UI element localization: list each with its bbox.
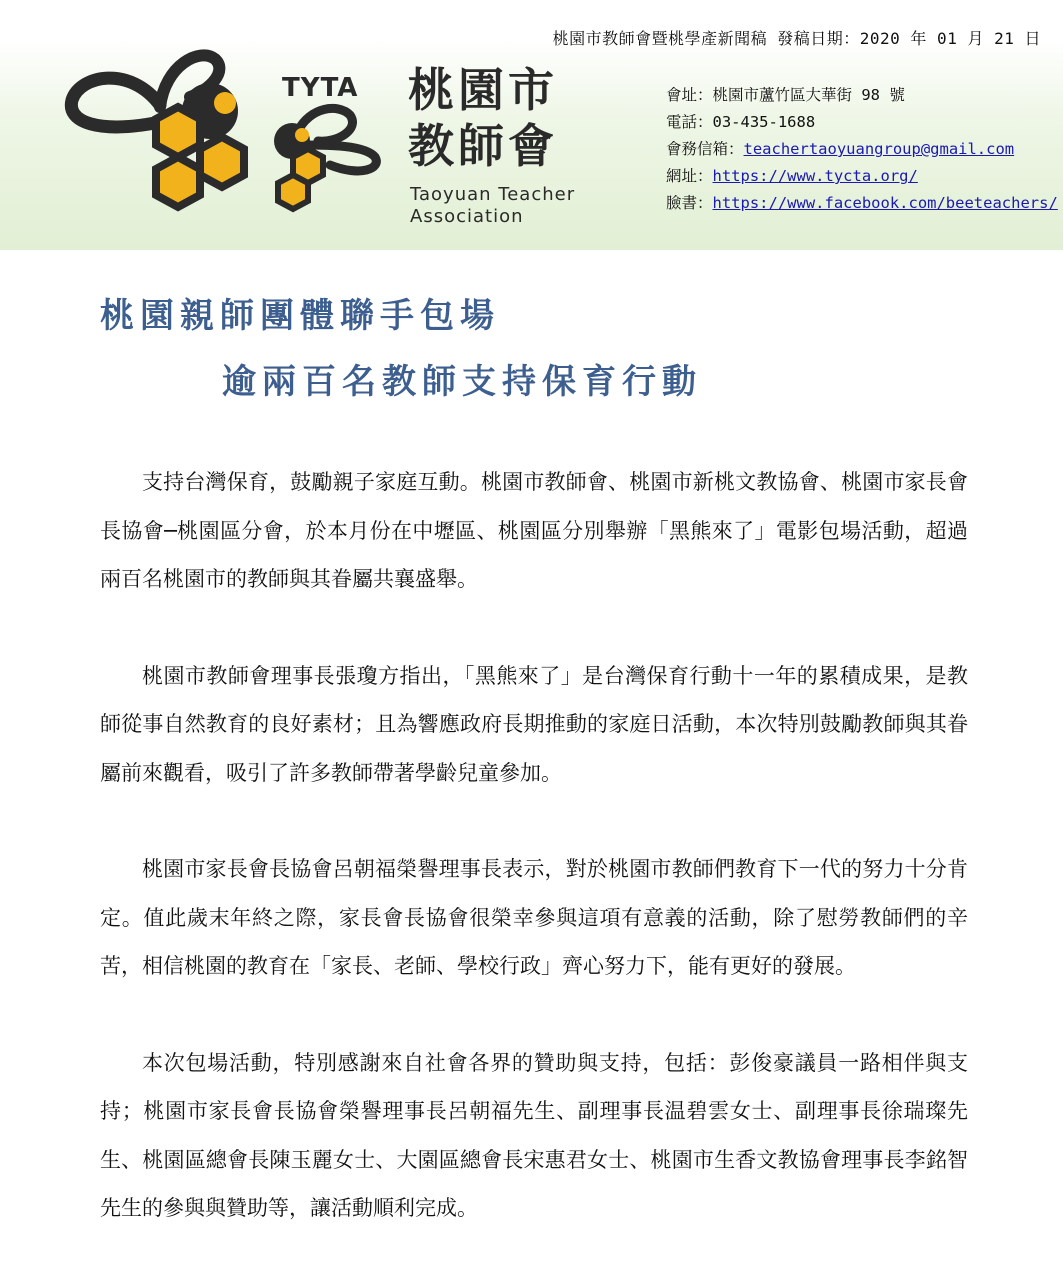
contact-address-label: 會址： [666, 86, 713, 104]
bee-logo [60, 45, 390, 225]
article-body [100, 458, 968, 1280]
org-name-zh [408, 62, 578, 174]
contact-address [666, 82, 1056, 109]
org-name-en [410, 184, 610, 228]
org-name-zh-line1: 桃園市 [408, 63, 558, 117]
contact-email-label: 會務信箱： [666, 140, 744, 158]
email-link[interactable]: teachertaoyuangroup@gmail.com [743, 140, 1015, 158]
logo-small-eye [295, 128, 309, 142]
contact-website [666, 163, 1056, 190]
headline-line1: 桃園親師團體聯手包場 [100, 296, 500, 336]
paragraph-1: 支持台灣保育，鼓勵親子家庭互動。桃園市教師會、桃園市新桃文教協會、桃園市家長會長協會─桃園區分會，於本月份在中壢區、桃園區分別舉辦「黑熊來了」電影包場活動，超過兩百名桃園市的教師與其眷屬共襄盛舉。 [100, 470, 968, 591]
contact-email [666, 136, 1056, 163]
headline-line2: 逾兩百名教師支持保育行動 [222, 362, 702, 402]
logo-hex-3 [156, 157, 200, 207]
contact-facebook [666, 190, 1056, 217]
release-info: 桃園市教師會暨桃學產新聞稿 發稿日期：2020 年 01 月 21 日 [552, 29, 1041, 48]
paragraph-2: 桃園市教師會理事長張瓊方指出，「黑熊來了」是台灣保育行動十一年的累積成果，是教師從事自然教育的良好素材；且為響應政府長期推動的家庭日活動，本次特別鼓勵教師與其眷屬前來觀看，吸引了許多教師帶著學齡兒童參加。 [100, 663, 968, 785]
paragraph-4: 本次包場活動，特別感謝來自社會各界的贊助與支持，包括：彭俊豪議員一路相伴與支持；桃園市家長會長協會榮譽理事長呂朝福先生、副理事長温碧雲女士、副理事長徐瑞璨先生、桃園區總會長陳玉麗女士、大園區總會長宋惠君女士、桃園市生香文教協會理事長李銘智先生的參與與贊助等，讓活動順利完成。 [100, 1050, 968, 1220]
website-link[interactable]: https://www.tycta.org/ [712, 167, 918, 185]
contact-info [666, 82, 1056, 217]
contact-facebook-label: 臉書： [666, 194, 713, 212]
logo-bee-eye [214, 92, 236, 114]
logo-small-hex-2 [278, 175, 308, 209]
logo-hex-2 [200, 137, 244, 187]
paragraph-3: 桃園市家長會長協會呂朝福榮譽理事長表示，對於桃園市教師們教育下一代的努力十分肯定。值此歲末年終之際，家長會長協會很榮幸參與這項有意義的活動，除了慰勞教師們的辛苦，相信桃園的教育在「家長、老師、學校行政」齊心努力下，能有更好的發展。 [100, 857, 968, 978]
logo-hex-1 [156, 107, 200, 157]
org-name-en-line1: Taoyuan Teacher [410, 184, 576, 205]
contact-website-label: 網址： [666, 167, 713, 185]
contact-phone-value: 03-435-1688 [712, 113, 816, 131]
facebook-link[interactable]: https://www.facebook.com/beeteachers/ [712, 194, 1058, 212]
contact-address-value: 桃園市蘆竹區大華街 98 號 [712, 86, 905, 104]
contact-phone [666, 109, 1056, 136]
org-name-en-line2: Association [410, 206, 524, 227]
logo-tyta-text: TYTA [282, 73, 359, 103]
org-name-zh-line2: 教師會 [408, 119, 558, 173]
logo-wing-left [71, 78, 160, 127]
contact-phone-label: 電話： [666, 113, 713, 131]
